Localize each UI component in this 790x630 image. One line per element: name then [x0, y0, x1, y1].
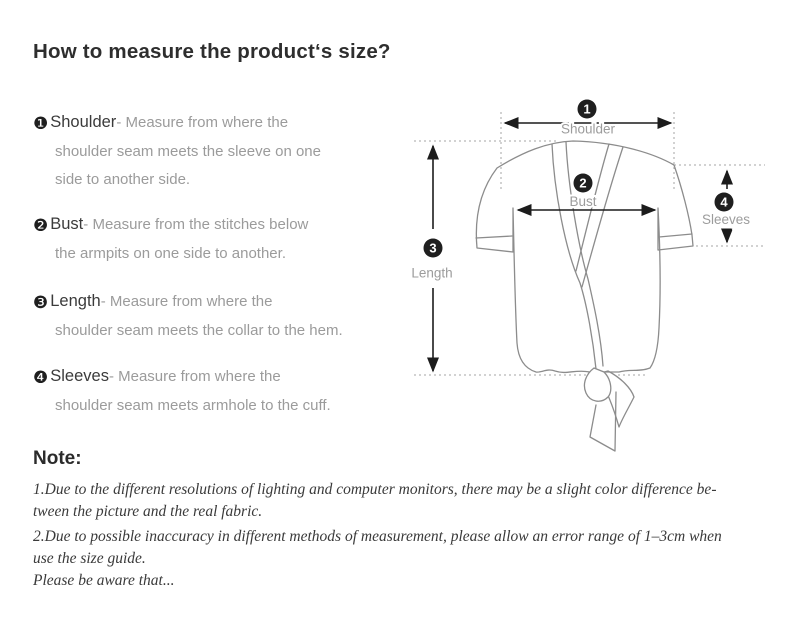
item-desc: shoulder seam meets the sleeve on one — [55, 142, 321, 160]
waist-tie — [584, 368, 634, 451]
note-heading: Note: — [33, 448, 82, 469]
note-line: 1.Due to the different resolutions of lighting and computer monitors, there may be a slight color difference be- — [33, 481, 717, 498]
badge-4-number: 4 — [720, 194, 728, 210]
note-line: Please be aware that... — [33, 572, 175, 589]
badge-3-icon: ❸ — [33, 292, 49, 313]
item-line — [33, 108, 385, 138]
item-desc: shoulder seam meets the collar to the hem. — [55, 321, 343, 339]
measure-item-length — [33, 287, 385, 345]
tie-knot — [584, 368, 610, 401]
item-desc: - Measure from where the — [116, 114, 289, 131]
item-term: Length — [50, 292, 101, 310]
length-label: Length — [411, 265, 453, 281]
item-line — [33, 287, 385, 317]
measure-item-sleeves — [33, 362, 385, 420]
measure-item-bust — [33, 210, 385, 268]
sleeves-label: Sleeves — [701, 212, 751, 227]
badge-4-icon: ❹ — [33, 367, 49, 388]
item-term: Shoulder — [50, 113, 117, 131]
badge-2-icon: ❷ — [33, 215, 49, 236]
note-line: use the size guide. — [33, 550, 146, 567]
badge-2-number: 2 — [579, 175, 587, 191]
item-term: Bust — [50, 215, 84, 233]
item-desc: - Measure from the stitches below — [83, 216, 309, 233]
item-line — [33, 210, 385, 240]
garment-measure-diagram — [395, 85, 790, 470]
bust-label: Bust — [569, 194, 597, 209]
page-title: How to measure the product‘s size? — [33, 40, 391, 63]
badge-1-icon: ❶ — [33, 113, 49, 134]
item-desc: side to another side. — [55, 170, 191, 188]
item-line — [33, 362, 385, 392]
badge-3-number: 3 — [429, 240, 437, 256]
item-desc: - Measure from where the — [100, 293, 273, 310]
item-desc: shoulder seam meets armhole to the cuff. — [55, 396, 331, 414]
measure-item-shoulder — [33, 108, 385, 194]
note-line: tween the picture and the real fabric. — [33, 503, 263, 520]
item-desc: - Measure from where the — [108, 368, 281, 385]
note-line: 2.Due to possible inaccuracy in different methods of measurement, please allow an error range of 1–3cm when — [33, 528, 722, 545]
item-desc: the armpits on one side to another. — [55, 244, 286, 262]
badge-1-number: 1 — [583, 101, 591, 117]
item-term: Sleeves — [50, 367, 109, 385]
shoulder-label: Shoulder — [560, 121, 616, 137]
